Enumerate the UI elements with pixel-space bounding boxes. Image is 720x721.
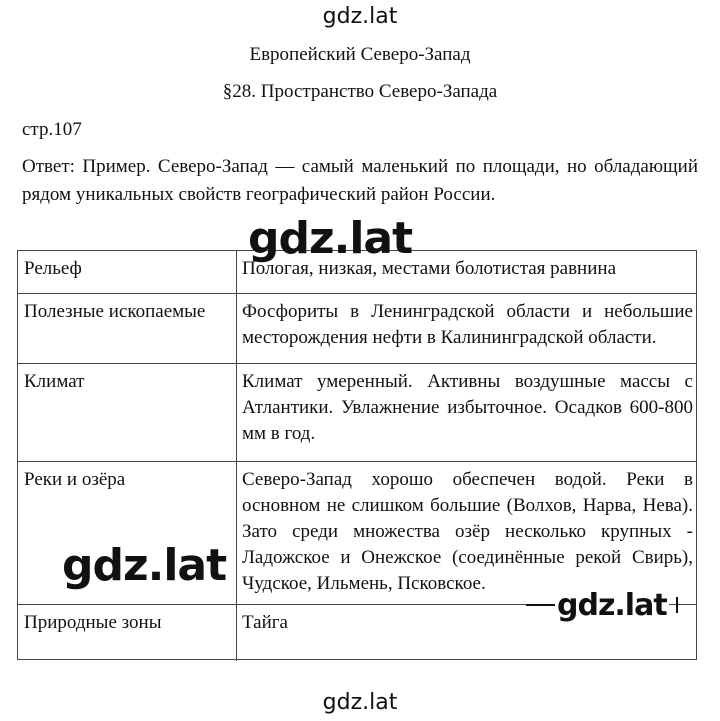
- column-divider: [236, 364, 237, 461]
- paragraph-title: §28. Пространство Северо-Запада: [222, 81, 498, 102]
- watermark-top: gdz.lat: [322, 4, 398, 29]
- table-row: [18, 363, 696, 461]
- row-label: Природные зоны: [24, 612, 162, 633]
- section-title: Европейский Северо-Запад: [249, 44, 471, 65]
- watermark-bottom: gdz.lat: [322, 690, 398, 715]
- row-text: Климат умеренный. Активны воздушные массы с Атлантики. Увлажнение избыточное. Осадков 600-800 мм в год.: [242, 371, 693, 444]
- answer-text: Ответ: Пример. Северо-Запад — самый маленький по площади, но обладающий рядом уникальных свойств географический район России.: [22, 156, 698, 205]
- column-divider: [236, 462, 237, 604]
- watermark-overlay: gdz.lat: [557, 588, 667, 623]
- row-label: Рельеф: [24, 258, 82, 279]
- row-text: Тайга: [242, 612, 288, 633]
- row-label: Реки и озёра: [24, 469, 126, 490]
- divider-line: [526, 604, 556, 606]
- divider-line: [676, 597, 678, 613]
- row-text: Пологая, низкая, местами болотистая равнина: [242, 258, 616, 279]
- column-divider: [236, 251, 237, 293]
- row-label: Климат: [24, 371, 85, 392]
- row-label: Полезные ископаемые: [24, 301, 206, 322]
- page-reference: стр.107: [22, 119, 82, 140]
- column-divider: [236, 294, 237, 363]
- table-row: [18, 293, 696, 363]
- watermark-overlay: gdz.lat: [58, 540, 230, 591]
- row-text: Фосфориты в Ленинградской области и небольшие месторождения нефти в Калининградской области.: [242, 301, 693, 348]
- column-divider: [236, 605, 237, 661]
- row-text: Северо-Запад хорошо обеспечен водой. Реки в основном не слишком большие (Волхов, Нарва, Нева). Зато среди множества озёр несколько крупных - Ладожское и Онежское (соединённые рекой Свирь), Чудское, Ильмень, Псковское.: [242, 469, 693, 594]
- watermark-overlay: gdz.lat: [248, 213, 413, 264]
